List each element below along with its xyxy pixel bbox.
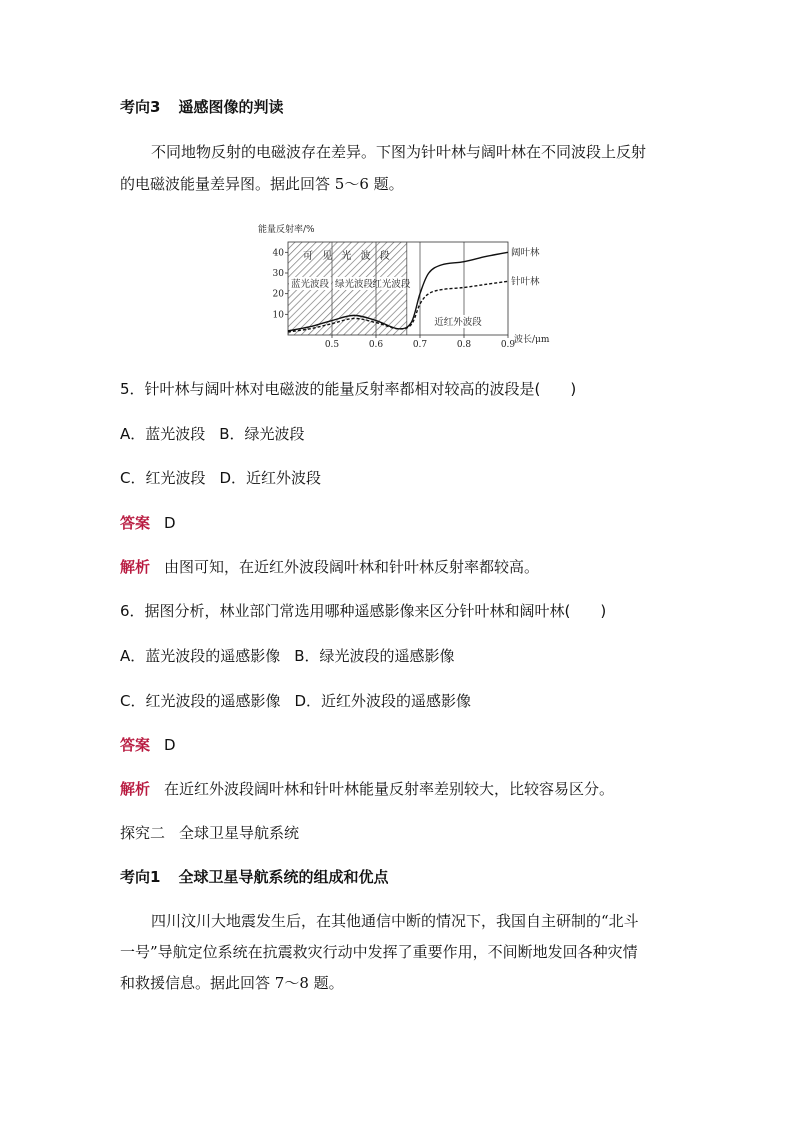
explore-label: 探究二 bbox=[120, 824, 166, 842]
q6-options-cd bbox=[120, 690, 471, 711]
x-tick-label: 0.5 bbox=[324, 340, 340, 350]
section-heading bbox=[120, 96, 283, 117]
analysis-text: 在近红外波段阔叶林和针叶林能量反射率差别较大，比较容易区分。 bbox=[164, 780, 615, 798]
intro2-line-2: 一号”导航定位系统在抗震救灾行动中发挥了重要作用，不间断地发回各种灾情 bbox=[120, 943, 638, 961]
analysis-text: 由图可知，在近红外波段阔叶林和针叶林反射率都较高。 bbox=[164, 558, 540, 576]
intro-line-1: 不同地物反射的电磁波存在差异。下图为针叶林与阔叶林在不同波段上反射 bbox=[151, 143, 647, 161]
q5-question: 5．针叶林与阔叶林对电磁波的能量反射率都相对较高的波段是( ) bbox=[120, 380, 577, 398]
y-tick-label: 40 bbox=[272, 248, 284, 259]
series-label: 针叶林 bbox=[511, 276, 540, 288]
x-tick-label: 0.6 bbox=[368, 340, 384, 350]
band-label: 近红外波段 bbox=[434, 317, 482, 328]
q5-options-cd bbox=[120, 467, 321, 488]
explore-heading bbox=[120, 822, 299, 843]
section-title: 全球卫星导航系统的组成和优点 bbox=[178, 868, 389, 886]
q6-answer bbox=[120, 734, 176, 755]
q6-analysis bbox=[120, 778, 614, 799]
visible-light-label: 段 bbox=[379, 251, 390, 262]
x-tick-label: 0.7 bbox=[412, 340, 428, 350]
q6-options-ab bbox=[120, 645, 455, 666]
q6-option-a[interactable]: A．蓝光波段的遥感影像 bbox=[120, 647, 281, 665]
analysis-label: 解析 bbox=[120, 780, 151, 798]
x-tick-label: 0.8 bbox=[456, 340, 472, 350]
visible-light-label: 见 bbox=[322, 251, 333, 262]
q6-option-d[interactable]: D．近红外波段的遥感影像 bbox=[294, 692, 472, 710]
visible-light-label: 可 bbox=[303, 251, 313, 262]
answer-value: D bbox=[164, 514, 176, 532]
intro2-line-3: 和救援信息。据此回答 7～8 题。 bbox=[120, 974, 344, 992]
y-tick-label: 20 bbox=[272, 289, 284, 300]
q6-option-b[interactable]: B．绿光波段的遥感影像 bbox=[294, 647, 455, 665]
q5-option-d[interactable]: D．近红外波段 bbox=[219, 469, 322, 487]
q5-answer bbox=[120, 512, 176, 533]
y-axis-label: 能量反射率/% bbox=[258, 225, 315, 235]
reflectance-chart bbox=[258, 222, 568, 350]
y-tick-label: 10 bbox=[272, 310, 284, 321]
answer-value: D bbox=[164, 736, 176, 754]
x-axis-label: 波长/μm bbox=[514, 335, 550, 345]
q5-option-c[interactable]: C．红光波段 bbox=[120, 469, 206, 487]
visible-light-label: 光 bbox=[341, 251, 352, 262]
section-label: 考向3 bbox=[120, 98, 161, 116]
q6-option-c[interactable]: C．红光波段的遥感影像 bbox=[120, 692, 281, 710]
series-label: 阔叶林 bbox=[511, 247, 540, 259]
explore-title: 全球卫星导航系统 bbox=[179, 824, 300, 842]
q5-analysis bbox=[120, 556, 539, 577]
q6-question: 6．据图分析，林业部门常选用哪种遥感影像来区分针叶林和阔叶林( ) bbox=[120, 602, 607, 620]
band-label: 蓝光波段 bbox=[290, 279, 330, 290]
answer-label: 答案 bbox=[120, 736, 151, 754]
section-label: 考向1 bbox=[120, 868, 161, 886]
band-label: 红光波段 bbox=[372, 279, 411, 290]
q5-option-b[interactable]: B．绿光波段 bbox=[219, 425, 305, 443]
q5-options-ab bbox=[120, 423, 305, 444]
answer-label: 答案 bbox=[120, 514, 151, 532]
y-tick-label: 30 bbox=[272, 269, 284, 279]
section-heading-2 bbox=[120, 866, 388, 887]
intro-line-2: 的电磁波能量差异图。据此回答 5～6 题。 bbox=[120, 175, 404, 193]
q5-option-a[interactable]: A．蓝光波段 bbox=[120, 425, 206, 443]
visible-light-label: 波 bbox=[360, 251, 371, 262]
section-title: 遥感图像的判读 bbox=[178, 98, 284, 116]
intro2-line-1: 四川汶川大地震发生后，在其他通信中断的情况下，我国自主研制的“北斗 bbox=[151, 912, 639, 930]
band-label: 绿光波段 bbox=[334, 279, 374, 290]
x-tick-label: 0.9 bbox=[500, 340, 516, 350]
analysis-label: 解析 bbox=[120, 558, 151, 576]
